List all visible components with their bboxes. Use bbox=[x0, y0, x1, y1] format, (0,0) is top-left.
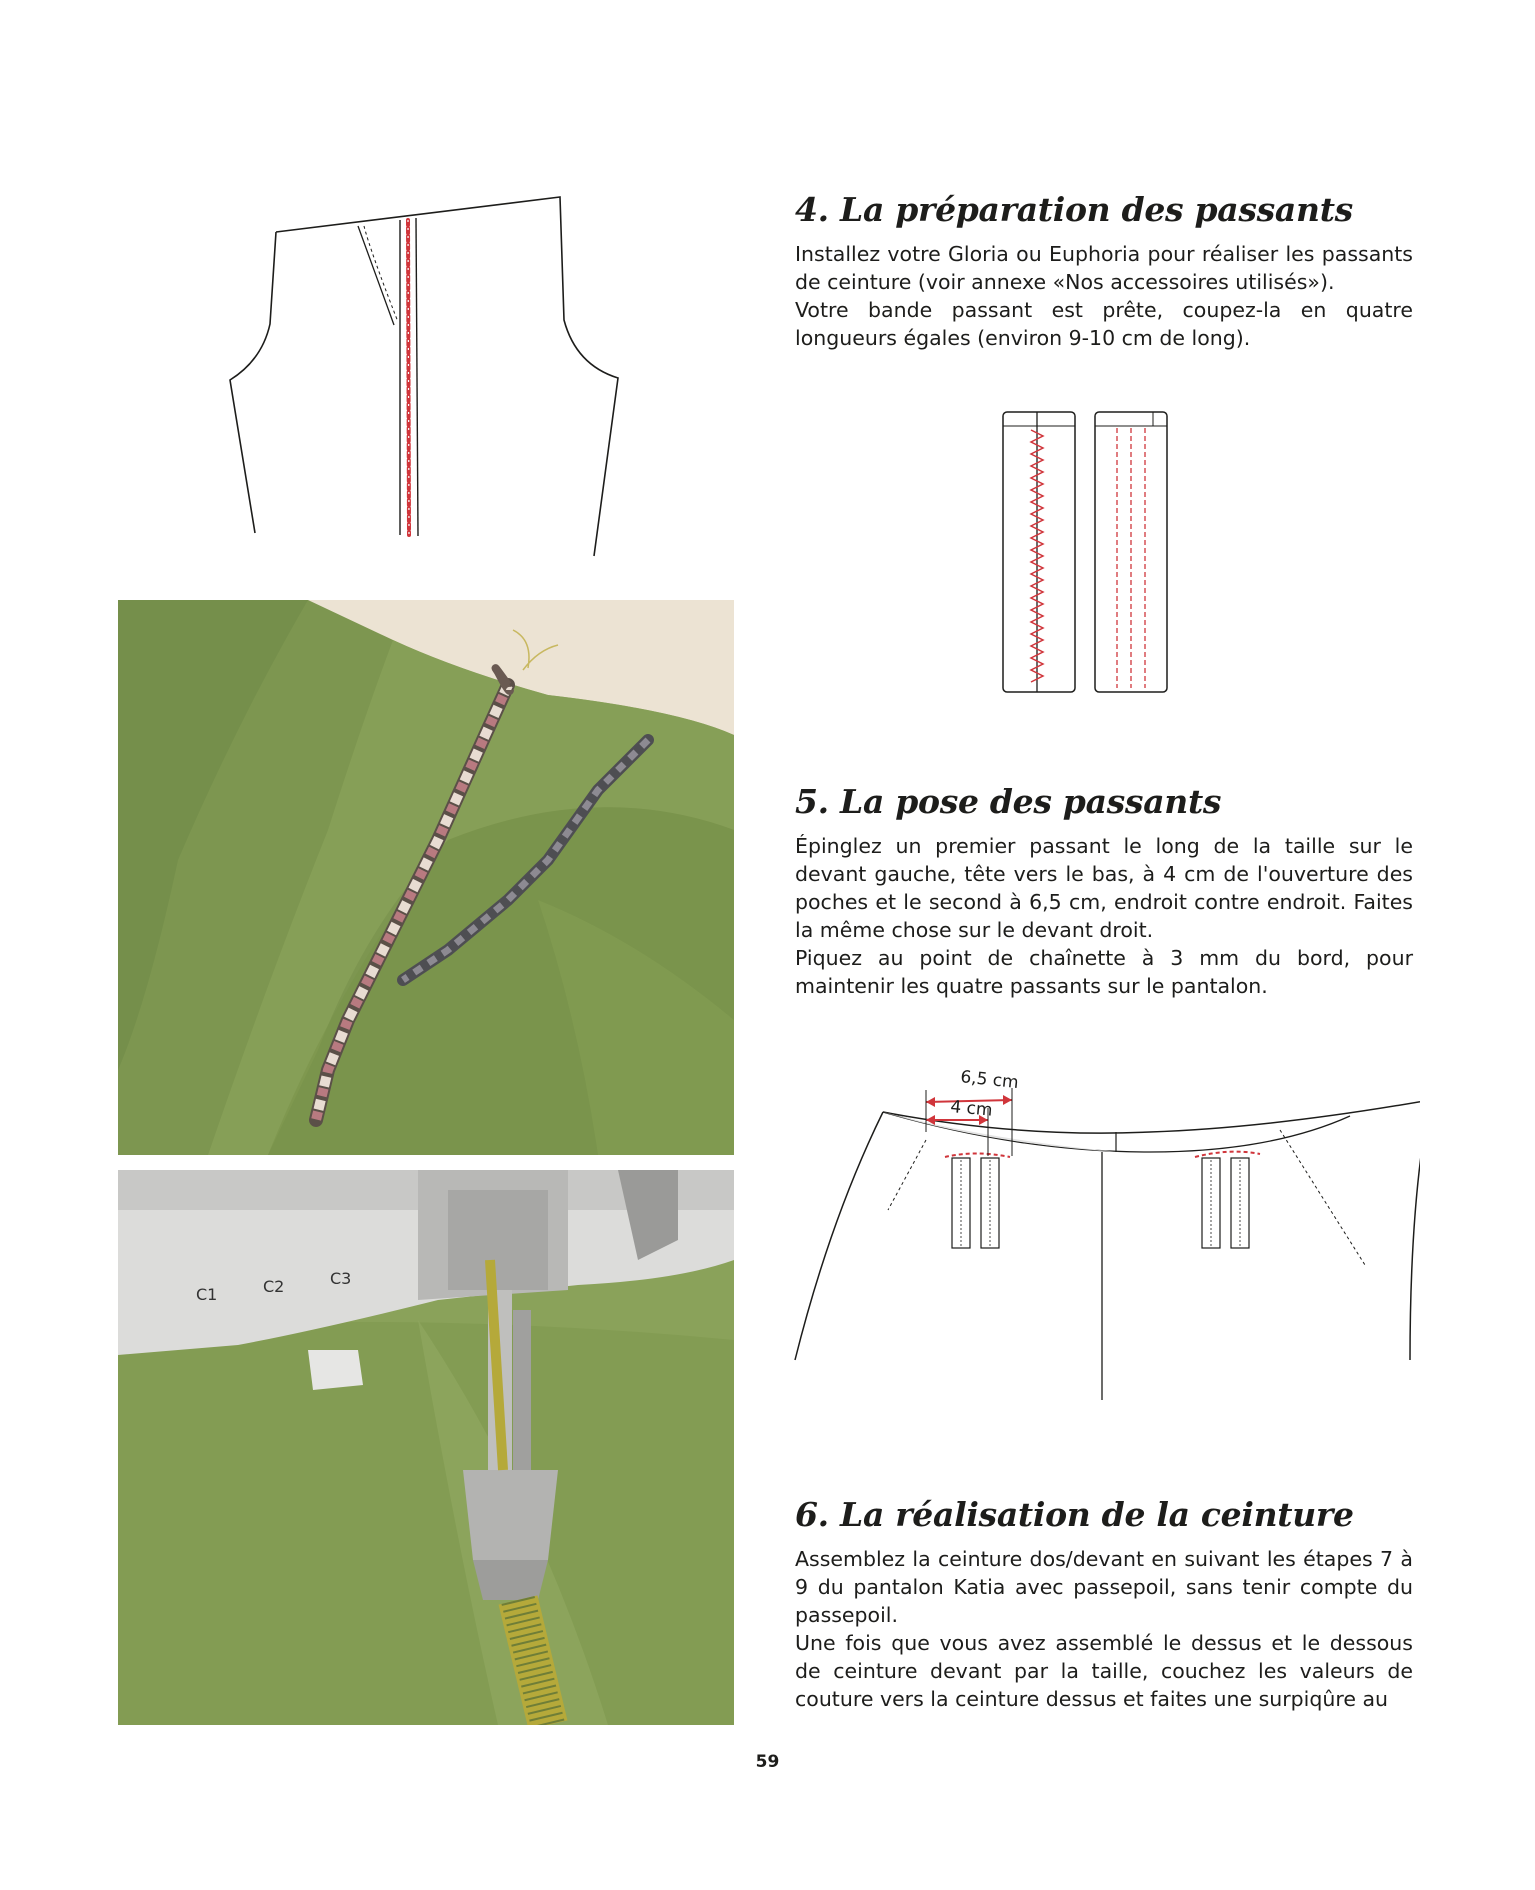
paragraph: Installez votre Gloria ou Euphoria pour réaliser les passants de ceinture (voir annexe «Nos accessoires utilisés»). bbox=[795, 242, 1413, 294]
section-title-passants-pose: 5. La pose des passants bbox=[795, 782, 1222, 821]
paragraph: Épinglez un premier passant le long de la taille sur le devant gauche, tête vers le bas, à 4 cm de l'ouverture des poches et le second à 6,5 cm, endroit contre endroit. Faites la même chose sur le devant droit. bbox=[795, 834, 1413, 942]
machine-label-c3: C3 bbox=[330, 1269, 352, 1288]
dimension-label-outer: 6,5 cm bbox=[959, 1067, 1020, 1094]
section-body-passants-pose bbox=[795, 832, 1413, 1000]
dimension-label-inner: 4 cm bbox=[949, 1097, 994, 1121]
paragraph: Piquez au point de chaînette à 3 mm du bord, pour maintenir les quatre passants sur le pantalon. bbox=[795, 946, 1413, 998]
section-body-passants-preparation bbox=[795, 240, 1413, 352]
page-number: 59 bbox=[755, 1752, 780, 1772]
belt-loop-strips-diagram bbox=[995, 408, 1175, 698]
section-title-passants-preparation: 4. La préparation des passants bbox=[795, 190, 1353, 229]
paragraph: Assemblez la ceinture dos/devant en suivant les étapes 7 à 9 du pantalon Katia avec passepoil, sans tenir compte du passepoil. bbox=[795, 1547, 1413, 1627]
photo-fabric-belt-loops bbox=[118, 600, 734, 1155]
waistband-loops-diagram bbox=[790, 1060, 1420, 1410]
paragraph: Votre bande passant est prête, coupez-la en quatre longueurs égales (environ 9-10 cm de long). bbox=[795, 298, 1413, 350]
section-title-ceinture: 6. La réalisation de la ceinture bbox=[795, 1495, 1354, 1534]
trouser-front-diagram bbox=[220, 190, 640, 570]
paragraph: Une fois que vous avez assemblé le dessus et le dessous de ceinture devant par la taille, couchez les valeurs de couture vers la ceinture dessus et faites une surpiqûre au bbox=[795, 1631, 1413, 1711]
photo-sewing-machine-coverstitch bbox=[118, 1170, 734, 1725]
machine-label-c2: C2 bbox=[263, 1277, 285, 1296]
section-body-ceinture bbox=[795, 1545, 1413, 1713]
machine-label-c1: C1 bbox=[196, 1285, 218, 1304]
